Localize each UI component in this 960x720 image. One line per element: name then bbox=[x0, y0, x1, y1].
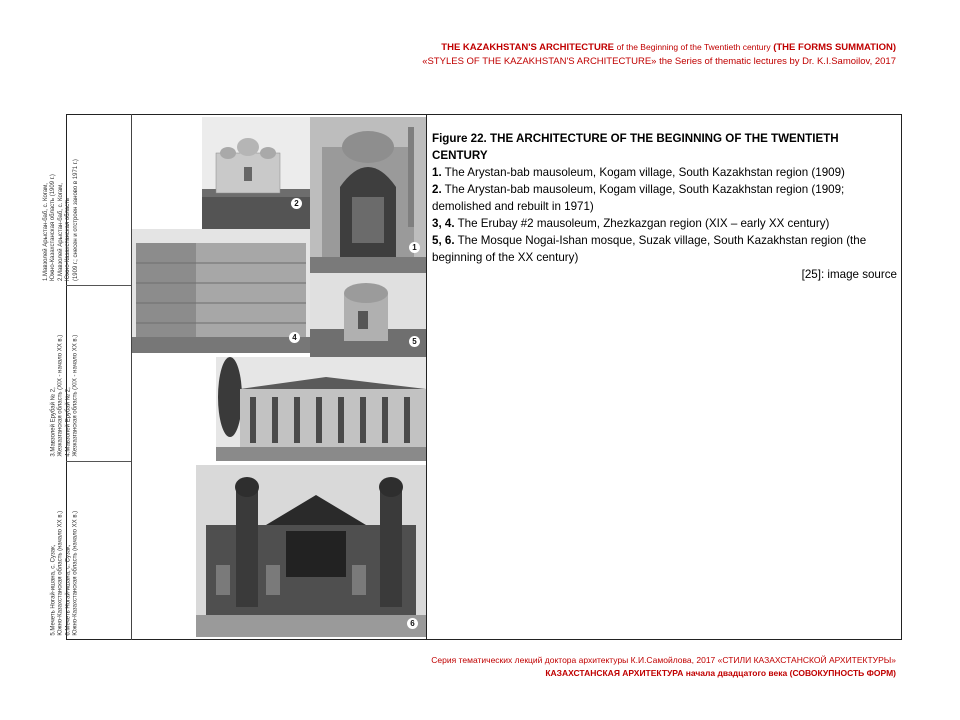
photo-number: 6 bbox=[407, 618, 418, 629]
header-title-bold-b: (THE FORMS SUMMATION) bbox=[773, 42, 896, 53]
slide-footer bbox=[431, 654, 896, 680]
caption-item bbox=[432, 181, 897, 215]
side-label-line: (1909 г.; снесен и отстроен заново в 1971 г.) bbox=[72, 159, 79, 281]
caption-item bbox=[432, 164, 897, 181]
caption-item-num: 1. bbox=[432, 166, 442, 179]
photo-portal-arch bbox=[310, 117, 426, 273]
side-label-column bbox=[42, 114, 132, 640]
photo-mausoleum-domes-drawing bbox=[202, 117, 310, 229]
side-label-line: 6.Мечеть Ногай-ишана, с. Сузак, bbox=[65, 545, 72, 636]
footer-line-1: Серия тематических лекций доктора архитектуры К.И.Самойлова, 2017 «СТИЛИ КАЗАХСТАНСКОЙ АРХИТЕКТУРЫ» bbox=[431, 655, 896, 665]
caption-item bbox=[432, 232, 897, 266]
side-label-text bbox=[43, 159, 80, 281]
photo-number: 1 bbox=[409, 242, 420, 253]
side-label-text bbox=[50, 335, 80, 457]
side-label-line: Южно-Казахстанская область (начало XX в.) bbox=[72, 511, 79, 636]
caption-item bbox=[432, 215, 897, 232]
slide-header bbox=[422, 40, 896, 69]
side-label-cell bbox=[50, 286, 131, 462]
side-label-line: 5.Мечеть Ногай-ишана, с. Сузак, bbox=[50, 545, 57, 636]
photo-collage bbox=[132, 115, 426, 639]
photo-brick-mausoleum-drawing bbox=[132, 229, 310, 353]
photo-number: 5 bbox=[409, 336, 420, 347]
caption-item-num: 3, 4. bbox=[432, 217, 455, 230]
header-title-thin: of the Beginning of the Twentieth century bbox=[616, 42, 771, 52]
side-label-line: Южно-Казахстанская область (1909 г.) bbox=[50, 174, 57, 281]
photo-mosque-trees-drawing bbox=[216, 357, 426, 461]
header-title-bold-a: THE KAZAKHSTAN'S ARCHITECTURE bbox=[441, 42, 615, 53]
side-label-cell bbox=[42, 114, 131, 286]
side-label-line: Южно-Казахстанская область bbox=[65, 197, 72, 281]
photo-mosque-towers bbox=[196, 465, 426, 637]
image-source: [25]: image source bbox=[801, 268, 897, 281]
side-label-text bbox=[50, 511, 80, 636]
caption-item-text: The Arystan-bab mausoleum, Kogam village, South Kazakhstan region (1909) bbox=[441, 166, 845, 179]
photo-domed-tower-drawing bbox=[310, 273, 426, 357]
caption-item-text: The Erubay #2 mausoleum, Zhezkazgan region (XIX – early XX century) bbox=[454, 217, 830, 230]
side-label-line: Жезказганская область (XIX - начало XX в.) bbox=[72, 335, 79, 457]
column-divider bbox=[426, 114, 427, 640]
photo-number: 2 bbox=[291, 198, 302, 209]
header-line-1 bbox=[422, 40, 896, 55]
header-line-2: «STYLES OF THE KAZAKHSTAN'S ARCHITECTURE» the Series of thematic lectures by Dr. K.I.Samoilov, 2017 bbox=[422, 56, 896, 67]
side-label-line: 4.Мавзолей Ерубай № 2, bbox=[65, 387, 72, 457]
side-label-cell bbox=[50, 462, 131, 640]
caption-item-text: The Arystan-bab mausoleum, Kogam village, South Kazakhstan region (1909; demolished and rebuilt in 1971) bbox=[432, 183, 845, 213]
caption-item-num: 5, 6. bbox=[432, 234, 455, 247]
photo-brick-mausoleum bbox=[132, 229, 310, 353]
figure-caption bbox=[432, 130, 897, 283]
footer-line-2: КАЗАХСТАНСКАЯ АРХИТЕКТУРА начала двадцатого века (СОВОКУПНОСТЬ ФОРМ) bbox=[545, 668, 896, 678]
photo-number: 4 bbox=[289, 332, 300, 343]
caption-item-num: 2. bbox=[432, 183, 442, 196]
side-label-line: 3.Мавзолей Ерубай № 2, bbox=[50, 387, 57, 457]
caption-item-text: The Mosque Nogai-Ishan mosque, Suzak village, South Kazakhstan region (the beginning of the XX century) bbox=[432, 234, 867, 264]
side-label-line: 2.Мавзолей Арыстан-баб, с. Когам, bbox=[57, 182, 64, 281]
side-label-line: Южно-Казахстанская область (начало XX в.) bbox=[57, 511, 64, 636]
figure-title: Figure 22. THE ARCHITECTURE OF THE BEGINNING OF THE TWENTIETH CENTURY bbox=[432, 132, 839, 162]
photo-mosque-towers-drawing bbox=[196, 465, 426, 637]
side-label-line: Жезказганская область (XIX - начало XX в.) bbox=[57, 335, 64, 457]
photo-mausoleum-domes bbox=[202, 117, 310, 229]
side-label-line: 1.Мавзолей Арыстан-баб, с. Когам, bbox=[42, 182, 49, 281]
photo-mosque-trees bbox=[216, 357, 426, 461]
photo-domed-tower bbox=[310, 273, 426, 357]
